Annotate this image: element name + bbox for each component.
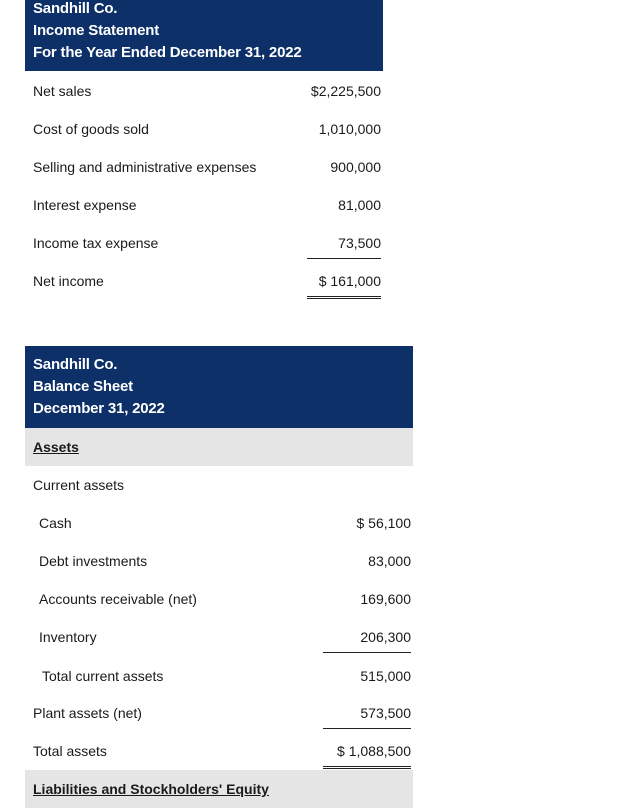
income-row-interest (33, 186, 381, 224)
row-amount: 900,000 (330, 159, 381, 175)
row-amount: 169,600 (360, 591, 411, 607)
row-label: Debt investments (39, 553, 148, 569)
row-label: Net income (33, 273, 104, 289)
statement-title: Balance Sheet (33, 378, 133, 395)
row-label: Total assets (33, 743, 107, 759)
income-row-net-income (33, 262, 381, 300)
income-row-cogs (33, 110, 381, 148)
assets-heading: Assets (33, 439, 79, 455)
row-amount: 573,500 (323, 698, 411, 729)
row-amount: 83,000 (368, 553, 411, 569)
statement-period: For the Year Ended December 31, 2022 (33, 44, 302, 61)
row-amount: 73,500 (307, 228, 381, 259)
row-label: Total current assets (42, 668, 164, 684)
row-amount: $ 56,100 (356, 515, 411, 531)
income-statement-header (25, 0, 383, 71)
row-label: Cost of goods sold (33, 121, 149, 137)
bs-row-accounts-receivable (39, 580, 411, 618)
company-name: Sandhill Co. (33, 0, 118, 17)
row-label: Accounts receivable (net) (39, 591, 197, 607)
liabilities-heading: Liabilities and Stockholders' Equity (33, 781, 269, 797)
bs-row-inventory (39, 618, 411, 656)
balance-sheet-header (25, 346, 413, 428)
statement-title: Income Statement (33, 22, 159, 39)
bs-row-debt-investments (39, 542, 411, 580)
income-row-sga (33, 148, 381, 186)
row-label: Interest expense (33, 197, 137, 213)
row-label: Plant assets (net) (33, 705, 142, 721)
income-row-net-sales (33, 72, 381, 110)
statement-date: December 31, 2022 (33, 400, 165, 417)
assets-heading-band (25, 428, 413, 466)
row-label: Inventory (39, 629, 97, 645)
row-label: Selling and administrative expenses (33, 159, 257, 175)
row-label: Income tax expense (33, 235, 159, 251)
row-label: Cash (39, 515, 72, 531)
income-row-tax (33, 224, 381, 262)
company-name: Sandhill Co. (33, 356, 118, 373)
bs-row-total-current-assets (42, 657, 411, 695)
row-amount: $ 1,088,500 (323, 736, 411, 769)
row-amount: $ 161,000 (307, 266, 381, 299)
current-assets-label: Current assets (33, 477, 125, 493)
row-amount: $2,225,500 (310, 83, 381, 99)
row-amount: 515,000 (360, 668, 411, 684)
bs-row-total-assets (33, 732, 411, 770)
row-amount: 81,000 (338, 197, 381, 213)
bs-row-cash (39, 504, 411, 542)
row-amount: 1,010,000 (318, 121, 381, 137)
bs-row-plant-assets (33, 694, 411, 732)
row-label: Net sales (33, 83, 92, 99)
row-amount: 206,300 (323, 622, 411, 653)
liabilities-heading-band (25, 770, 413, 808)
current-assets-label-row (33, 466, 411, 504)
